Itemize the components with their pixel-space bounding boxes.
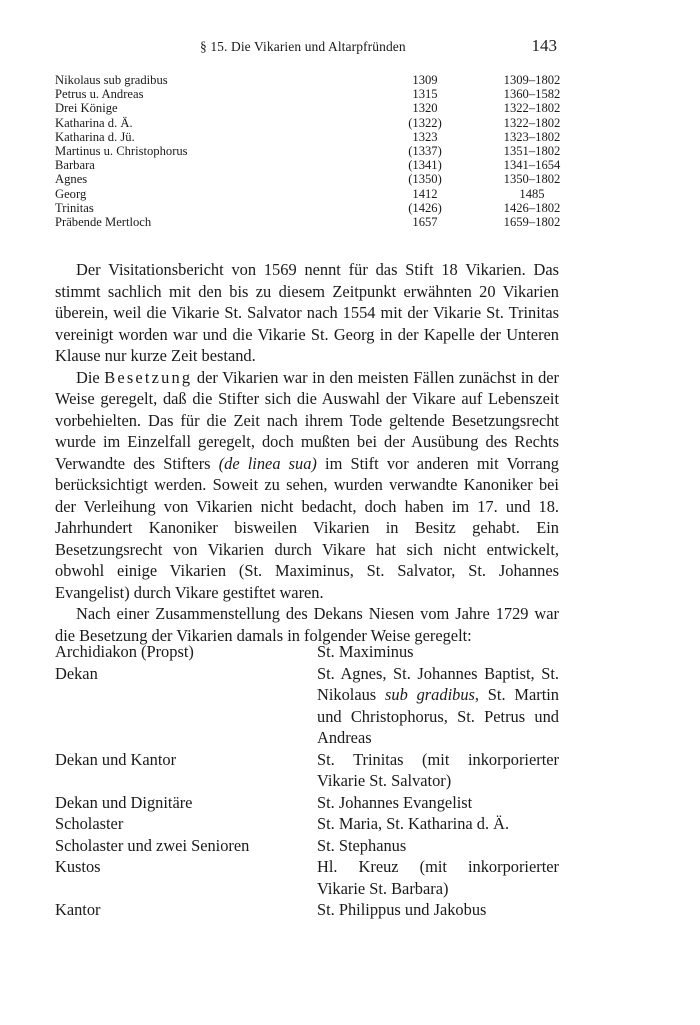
first-mention-year: (1426) — [408, 200, 442, 215]
vicariates-held: St. Agnes, St. Johannes Baptist, St. Nikolaus sub gradibus, St. Martin und Christophorus, St. Petrus und Andreas — [317, 663, 559, 747]
first-mention-year: 1315 — [412, 87, 438, 102]
first-mention-year: 1657 — [412, 214, 438, 229]
running-title: § 15. Die Vikarien und Altarpfründen — [200, 39, 406, 54]
attested-range: 1309–1802 — [503, 73, 561, 87]
table-row — [55, 158, 561, 173]
vicariate-name: Präbende Mertloch — [55, 214, 152, 229]
list-item — [55, 813, 559, 835]
vicariate-name: Drei Könige — [55, 101, 118, 116]
attested-range: 1341–1654 — [503, 158, 561, 173]
attested-range: 1322–1802 — [503, 101, 561, 116]
paragraph-besetzung — [55, 367, 559, 604]
assignment-list — [55, 641, 559, 921]
vicariates-held: St. Johannes Evangelist — [317, 792, 473, 812]
vicariate-name: Trinitas — [55, 200, 94, 215]
paragraph-visitation: Der Visitationsbericht von 1569 nennt für das Stift 18 Vikarien. Das stimmt sachlich mit den bis zu diesem Zeitpunkt erwähnten 20 Vikarien überein, weil die Vikarie St. Salvator nach 1554 mit der Vikarie St. Trinitas vereinigt worden war und die Vikarie St. Georg in der Kapelle der Unteren Klause nur kurze Zeit bestand. — [55, 260, 559, 365]
first-mention-year: (1350) — [408, 172, 442, 187]
list-item — [55, 663, 559, 749]
attested-range: 1323–1802 — [503, 129, 561, 144]
vicariates-held: St. Maria, St. Katharina d. Ä. — [317, 814, 510, 833]
table-row — [55, 73, 561, 87]
attested-range: 1360–1582 — [503, 87, 561, 102]
patron: Scholaster — [55, 814, 124, 833]
table-row — [55, 214, 561, 229]
spaced-term: Besetzung — [104, 367, 193, 387]
first-mention-year: 1309 — [412, 73, 438, 87]
table-row — [55, 115, 561, 130]
text-run: im Stift vor anderen mit Vorrang berücksichtigt werden. Soweit zu sehen, wurden verwandte Kanoniker bei der Verleihung von Vikarien nicht bedacht, doch haben im 17. und 18. Jahrhundert Kanoniker bisweilen Vikarien in Besitz gehabt. Ein Besetzungsrecht von Vikarien durch Vikare hat sich nicht entwickelt, obwohl einige Vikarien (St. Maximinus, St. Salvator, St. Johannes Evangelist) durch Vikare gestiftet waren. — [55, 453, 560, 602]
first-mention-year: 1320 — [412, 101, 438, 116]
patron: Scholaster und zwei Senioren — [55, 835, 250, 855]
patron: Dekan und Dignitäre — [55, 792, 193, 812]
patron: Kantor — [55, 900, 101, 919]
table-row — [55, 87, 561, 102]
vicariate-name: Katharina d. Jü. — [55, 129, 135, 144]
patron: Dekan — [55, 663, 98, 683]
running-header — [55, 36, 557, 58]
paragraph-niesen: Nach einer Zusammenstellung des Dekans Niesen vom Jahre 1729 war die Besetzung der Vikarien damals in folgender Weise geregelt: — [55, 604, 559, 645]
vicariates-held: St. Trinitas (mit inkorporierter Vikarie St. Salvator) — [317, 749, 559, 790]
table-row — [55, 172, 561, 187]
vicariates-held: St. Stephanus — [317, 835, 407, 855]
attested-range: 1485 — [519, 186, 545, 201]
attested-range: 1426–1802 — [503, 200, 561, 215]
text-run: der Vikarien war in den meisten Fällen zunächst in der Weise geregelt, daß die Stifter sich die Auswahl der Vikare auf Lebenszeit vorbehielten. Das für die Zeit nach ihrem Tode geltende Besetzungsrecht wurde im Einzelfall geregelt, doch mußten bei der Ausübung des Rechts Verwandte des Stifters — [55, 367, 560, 473]
page-number: 143 — [531, 36, 557, 55]
vicariates-held: Hl. Kreuz (mit inkorporierter Vikarie St. Barbara) — [317, 857, 559, 898]
table-row — [55, 187, 545, 201]
list-item — [55, 749, 559, 792]
vicariate-name: Nikolaus sub gradibus — [55, 73, 168, 87]
table-row — [55, 129, 561, 144]
attested-range: 1322–1802 — [503, 115, 561, 130]
patron: Dekan und Kantor — [55, 749, 177, 769]
vicariate-name: Barbara — [55, 158, 95, 173]
table-row — [55, 143, 561, 158]
vicariate-name: Agnes — [55, 172, 88, 187]
text-run: Die — [76, 367, 105, 387]
vicariate-name: Martinus u. Christophorus — [55, 143, 188, 158]
attested-range: 1350–1802 — [503, 172, 561, 187]
list-item — [55, 792, 559, 814]
patron: Archidiakon (Propst) — [55, 642, 194, 661]
list-item — [55, 899, 559, 921]
list-item — [55, 856, 559, 899]
patron: Kustos — [55, 857, 101, 876]
attested-range: 1659–1802 — [503, 214, 561, 229]
first-mention-year: (1322) — [408, 115, 442, 130]
list-item — [55, 835, 559, 857]
table-row — [55, 200, 561, 215]
table-row — [55, 101, 561, 116]
first-mention-year: (1337) — [408, 143, 442, 158]
vicariates-held: St. Maximinus — [317, 642, 414, 661]
first-mention-year: 1323 — [412, 129, 438, 144]
first-mention-year: (1341) — [408, 158, 442, 173]
body-text — [55, 259, 559, 646]
vicariate-name: Georg — [55, 186, 87, 201]
attested-range: 1351–1802 — [503, 143, 561, 158]
list-item — [55, 641, 559, 663]
vicariate-table — [55, 73, 561, 229]
vicariate-name: Katharina d. Ä. — [55, 115, 133, 130]
latin-phrase: (de linea sua) — [218, 453, 317, 473]
vicariates-held: St. Philippus und Jakobus — [317, 900, 487, 919]
first-mention-year: 1412 — [412, 186, 438, 201]
vicariate-name: Petrus u. Andreas — [55, 87, 144, 102]
